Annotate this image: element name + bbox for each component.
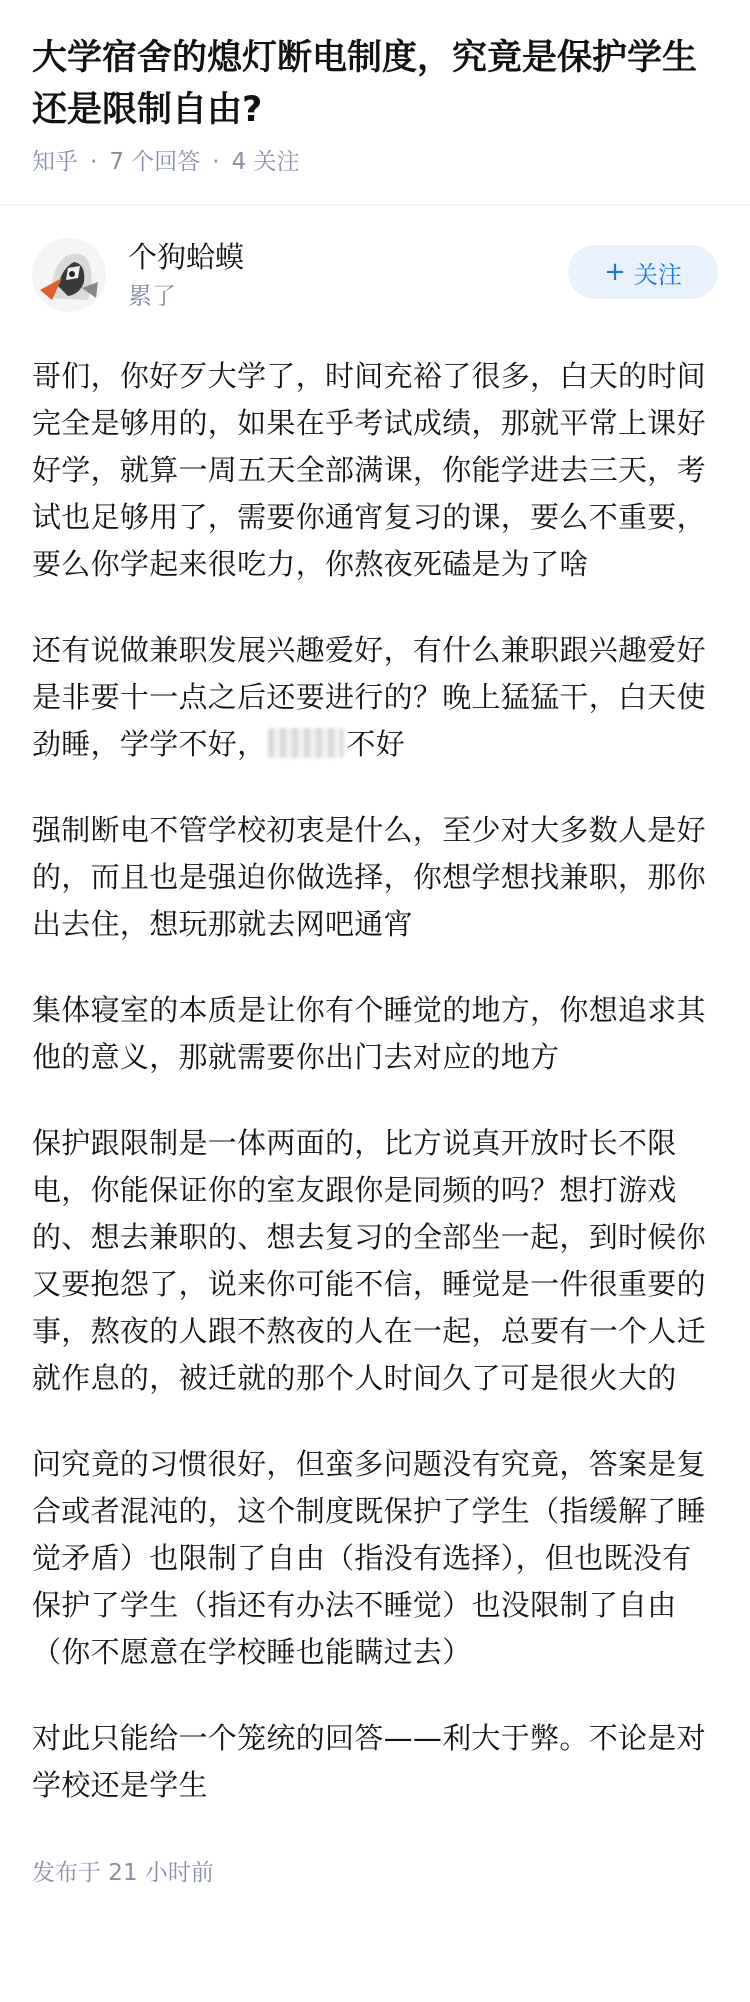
answer-paragraph: 哥们，你好歹大学了，时间充裕了很多，白天的时间完全是够用的，如果在乎考试成绩，那就平常上课好好学，就算一周五天全部满课，你能学进去三天，考试也足够用了，需要你通宵复习的课，要么不重要，要么你学起来很吃力，你熬夜死磕是为了啥: [32, 359, 706, 581]
answer-text: 还有说做兼职发展兴趣爱好，有什么兼职跟兴趣爱好是非要十一点之后还要进行的？晚上猛猛干，白天使劲睡，学学不好，: [32, 633, 706, 761]
author-bio: 累了: [128, 282, 176, 310]
avatar-image: [32, 238, 106, 312]
publish-time: 发布于 21 小时前: [32, 1860, 214, 1886]
blurred-text: [268, 728, 344, 758]
question-meta: [32, 142, 718, 182]
answer-count[interactable]: 7 个回答: [109, 149, 201, 175]
question-title[interactable]: 大学宿舍的熄灯断电制度，究竟是保护学生还是限制自由?: [32, 38, 698, 130]
answer-content: [0, 317, 750, 1809]
answer-paragraph: [32, 627, 718, 768]
author-name[interactable]: 个狗蛤蟆: [128, 240, 245, 274]
meta-separator: ·: [212, 149, 220, 175]
answer-paragraph: 保护跟限制是一体两面的，比方说真开放时长不限电，你能保证你的室友跟你是同频的吗？想打游戏的、想去兼职的、想去复习的全部坐一起，到时候你又要抱怨了，说来你可能不信，睡觉是一件很重要的事，熬夜的人跟不熬夜的人在一起，总要有一个人迁就作息的，被迁就的那个人时间久了可是很火大的: [32, 1126, 706, 1395]
answer-paragraph: 问究竟的习惯很好，但蛮多问题没有究竟，答案是复合或者混沌的，这个制度既保护了学生（指缓解了睡觉矛盾）也限制了自由（指没有选择），但也既没有保护了学生（指还有办法不睡觉）也没限制了自由（你不愿意在学校睡也能瞒过去）: [32, 1447, 706, 1669]
source-label: 知乎: [32, 149, 78, 175]
answer-paragraph: 集体寝室的本质是让你有个睡觉的地方，你想追求其他的意义，那就需要你出门去对应的地方: [32, 993, 706, 1074]
answer-paragraph: 对此只能给一个笼统的回答——利大于弊。不论是对学校还是学生: [32, 1721, 706, 1802]
follow-count[interactable]: 4 关注: [231, 149, 300, 175]
follow-button[interactable]: [568, 245, 718, 299]
author-info: [128, 237, 568, 313]
answer-paragraph: 强制断电不管学校初衷是什么，至少对大多数人是好的，而且也是强迫你做选择，你想学想找兼职，那你出去住，想玩那就去网吧通宵: [32, 813, 706, 941]
plus-icon: +: [604, 257, 626, 287]
author-row: [0, 205, 750, 317]
avatar[interactable]: [32, 238, 106, 312]
answer-text: 不好: [346, 727, 406, 761]
follow-button-label: 关注: [633, 260, 682, 289]
meta-separator: ·: [90, 149, 98, 175]
question-header: [0, 0, 750, 205]
